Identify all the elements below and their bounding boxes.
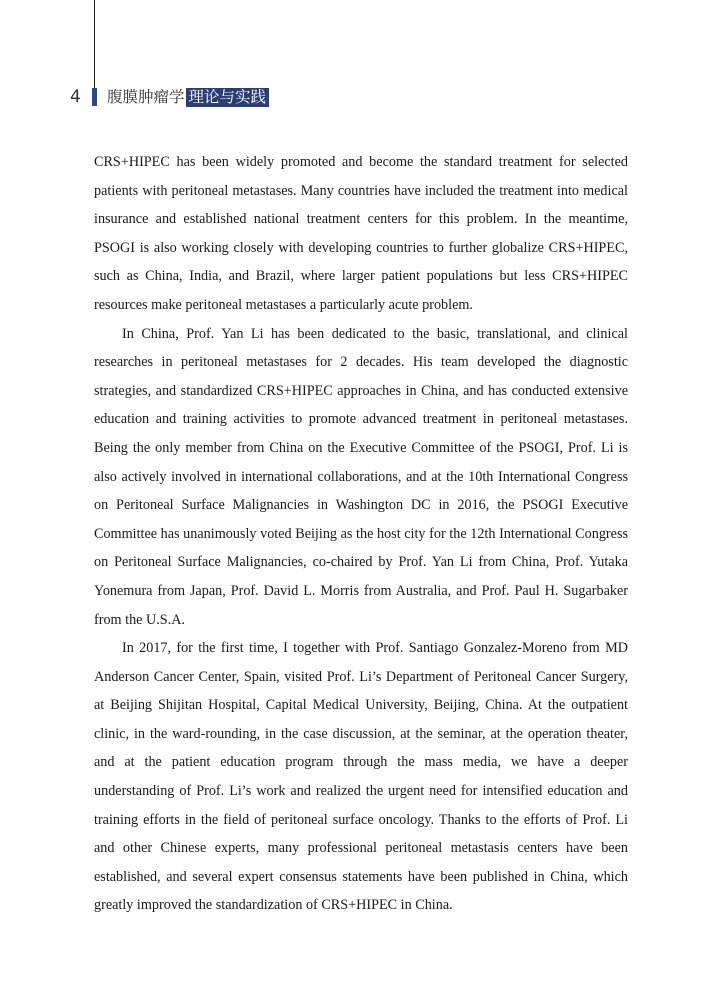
header-accent-bar <box>92 88 97 106</box>
running-header <box>0 86 722 108</box>
body-text <box>94 148 628 920</box>
margin-rule <box>94 0 95 90</box>
book-title <box>107 86 269 108</box>
paragraph: In 2017, for the first time, I together with Prof. Santiago Gonzalez-Moreno from MD Anderson Cancer Center, Spain, visited Prof. Li’s Department of Peritoneal Cancer Surgery, at Beijing Shijitan Hospital, Capital Medical University, Beijing, China. At the outpatient clinic, in the ward-rounding, in the case discussion, at the seminar, at the operation theater, and at the patient education program through the mass media, we have a deeper understanding of Prof. Li’s work and realized the urgent need for intensified education and training efforts in the field of peritoneal surface oncology. Thanks to the efforts of Prof. Li and other Chinese experts, many professional peritoneal metastasis centers have been established, and several expert consensus statements have been published in China, which greatly improved the standardization of CRS+HIPEC in China. <box>94 640 628 914</box>
paragraph: CRS+HIPEC has been widely promoted and become the standard treatment for selected patients with peritoneal metastases. Many countries have included the treatment into medical insurance and established national treatment centers for this problem. In the meantime, PSOGI is also working closely with developing countries to further globalize CRS+HIPEC, such as China, India, and Brazil, where larger patient populations but less CRS+HIPEC resources make peritoneal metastases a particularly acute problem. <box>94 154 628 313</box>
book-title-highlight: 理论与实践 <box>186 88 270 107</box>
page-number: 4 <box>70 87 81 107</box>
book-title-main: 腹膜肿瘤学 <box>107 88 185 106</box>
paragraph: In China, Prof. Yan Li has been dedicated to the basic, translational, and clinical researches in peritoneal metastases for 2 decades. His team developed the diagnostic strategies, and standardized CRS+HIPEC approaches in China, and has conducted extensive education and training activities to promote advanced treatment in peritoneal metastases. Being the only member from China on the Executive Committee of the PSOGI, Prof. Li is also actively involved in international collaborations, and at the 10th International Congress on Peritoneal Surface Malignancies in Washington DC in 2016, the PSOGI Executive Committee has unanimously voted Beijing as the host city for the 12th International Congress on Peritoneal Surface Malignancies, co-chaired by Prof. Yan Li from China, Prof. Yutaka Yonemura from Japan, Prof. David L. Morris from Australia, and Prof. Paul H. Sugarbaker from the U.S.A. <box>94 325 628 628</box>
